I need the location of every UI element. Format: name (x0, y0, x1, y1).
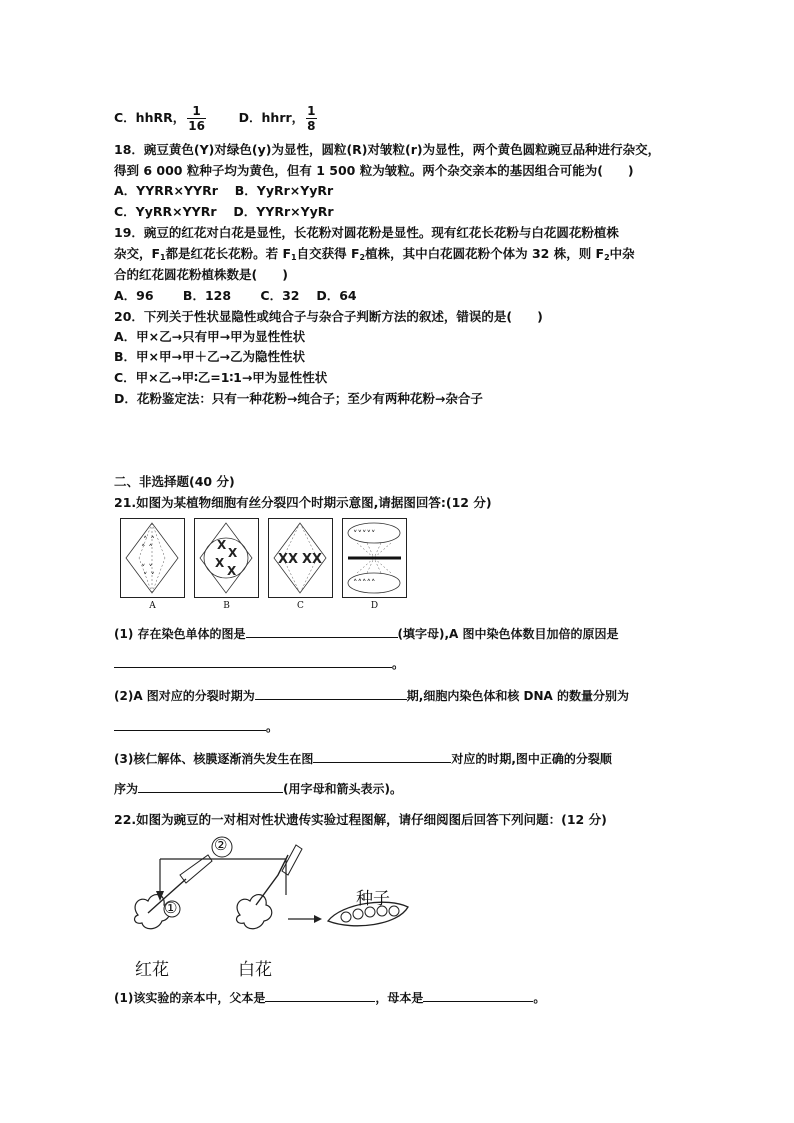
answer-blank[interactable] (138, 779, 283, 793)
svg-text:˄˄˄˄˄: ˄˄˄˄˄ (353, 579, 376, 589)
svg-text:X: X (228, 546, 238, 560)
q19-line1: 19．豌豆的红花对白花是显性，长花粉对圆花粉是显性。现有红花长花粉与白花圆花粉植株 (114, 225, 619, 240)
svg-text:˅ ˅: ˅ ˅ (143, 572, 155, 582)
svg-text:˄ ˄: ˄ ˄ (141, 544, 153, 554)
q18-options-ab: A．YYRR×YYRr B．YyRr×YyRr (114, 183, 334, 198)
q22-stem: 22.如图为豌豆的一对相对性状遗传实验过程图解，请仔细阅图后回答下列问题：(12 分) (114, 812, 607, 827)
mitosis-panel-a (120, 518, 185, 598)
panel-label-b: B (223, 601, 230, 611)
section-heading: 二、非选择题(40 分) (114, 474, 235, 489)
panel-label-d: D (370, 601, 379, 611)
seed-label: 种子 (356, 889, 390, 909)
q20-option-a: A．甲×乙→只有甲→甲为显性性状 (114, 329, 306, 344)
q21-part1-cont: 。 (114, 654, 404, 673)
mitosis-telophase-figure (343, 519, 406, 597)
q20-option-b: B．甲×甲→甲＋乙→乙为隐性性状 (114, 349, 305, 364)
q21-stem: 21.如图为某植物细胞有丝分裂四个时期示意图,请据图回答:(12 分) (114, 495, 492, 510)
q18-options-cd: C．YyRR×YYRr D．YYRr×YyRr (114, 204, 334, 219)
svg-text:X: X (302, 552, 313, 567)
q18-line1: 18．豌豆黄色(Y)对绿色(y)为显性，圆粒(R)对皱粒(r)为显性，两个黄色圆粒豌豆品种进行杂交， (114, 142, 661, 157)
white-flower-label: 白花 (238, 960, 272, 980)
q18-line2: 得到 6 000 粒种子均为黄色，但有 1 500 粒为皱粒。两个杂交亲本的基因组合可能为( ) (114, 163, 634, 178)
svg-text:X: X (217, 538, 227, 552)
answer-blank[interactable] (255, 686, 407, 700)
mitosis-metaphase-figure (269, 519, 332, 597)
q20-option-d: D．花粉鉴定法：只有一种花粉→纯合子；至少有两种花粉→杂合子 (114, 391, 483, 406)
q17-option-d: D．hhrr， (238, 110, 305, 125)
mitosis-panel-b (194, 518, 259, 598)
q21-part2: (2)A 图对应的分裂时期为 期,细胞内染色体和核 DNA 的数量分别为 (114, 686, 629, 705)
svg-text:˄ ˄: ˄ ˄ (143, 536, 155, 546)
q17-option-c-fraction: $\frac{1}{16}$ (188, 104, 205, 133)
q20-option-c: C．甲×乙→甲∶乙=1∶1→甲为显性性状 (114, 370, 328, 385)
q17-option-c: C．hhRR， (114, 110, 186, 125)
q19-options: A．96 B．128 C．32 D．64 (114, 288, 357, 303)
red-flower-label: 红花 (135, 960, 169, 980)
mitosis-panel-d (342, 518, 407, 598)
panel-label-c: C (297, 601, 304, 611)
q19-line2: 杂交，$F_1$都是红花长花粉。若 $F_1$自交获得 $F_2$植株，其中白花圆花粉个体为 32 株，则 $F_2$中杂 (114, 246, 635, 262)
step-1-label: ① (164, 899, 178, 917)
svg-text:˅˅˅˅˅: ˅˅˅˅˅ (353, 530, 376, 540)
mitosis-anaphase-figure (121, 519, 184, 597)
panel-label-a: A (149, 601, 156, 611)
svg-text:X: X (215, 556, 225, 570)
q21-part1: (1) 存在染色单体的图是 (填字母),A 图中染色体数目加倍的原因是 (114, 624, 619, 643)
q20-stem: 20．下列关于性状显隐性或纯合子与杂合子判断方法的叙述，错误的是( ) (114, 309, 543, 324)
answer-blank[interactable] (265, 988, 375, 1002)
answer-blank[interactable] (114, 717, 266, 731)
q17-options (114, 104, 319, 133)
answer-blank[interactable] (246, 624, 398, 638)
svg-text:X: X (312, 552, 323, 567)
q21-part3: (3)核仁解体、核膜逐渐消失发生在图 对应的时期,图中正确的分裂顺 (114, 749, 612, 768)
q21-part3-cont: 序为 (用字母和箭头表示)。 (114, 779, 402, 798)
answer-blank[interactable] (423, 988, 533, 1002)
answer-blank[interactable] (114, 654, 392, 668)
step-2-label: ② (214, 836, 228, 854)
answer-blank[interactable] (313, 749, 451, 763)
q21-part2-cont: 。 (114, 717, 278, 736)
svg-text:X: X (278, 552, 289, 567)
q19-line3: 合的红花圆花粉植株数是( ) (114, 267, 288, 282)
svg-text:X: X (227, 564, 237, 578)
svg-text:˅ ˅: ˅ ˅ (141, 564, 153, 574)
svg-text:X: X (288, 552, 299, 567)
q17-option-d-fraction: $\frac{1}{8}$ (307, 104, 316, 133)
mitosis-prophase-figure (195, 519, 258, 597)
mitosis-panel-c (268, 518, 333, 598)
q22-part1: (1)该实验的亲本中，父本是 ，母本是 。 (114, 988, 545, 1007)
